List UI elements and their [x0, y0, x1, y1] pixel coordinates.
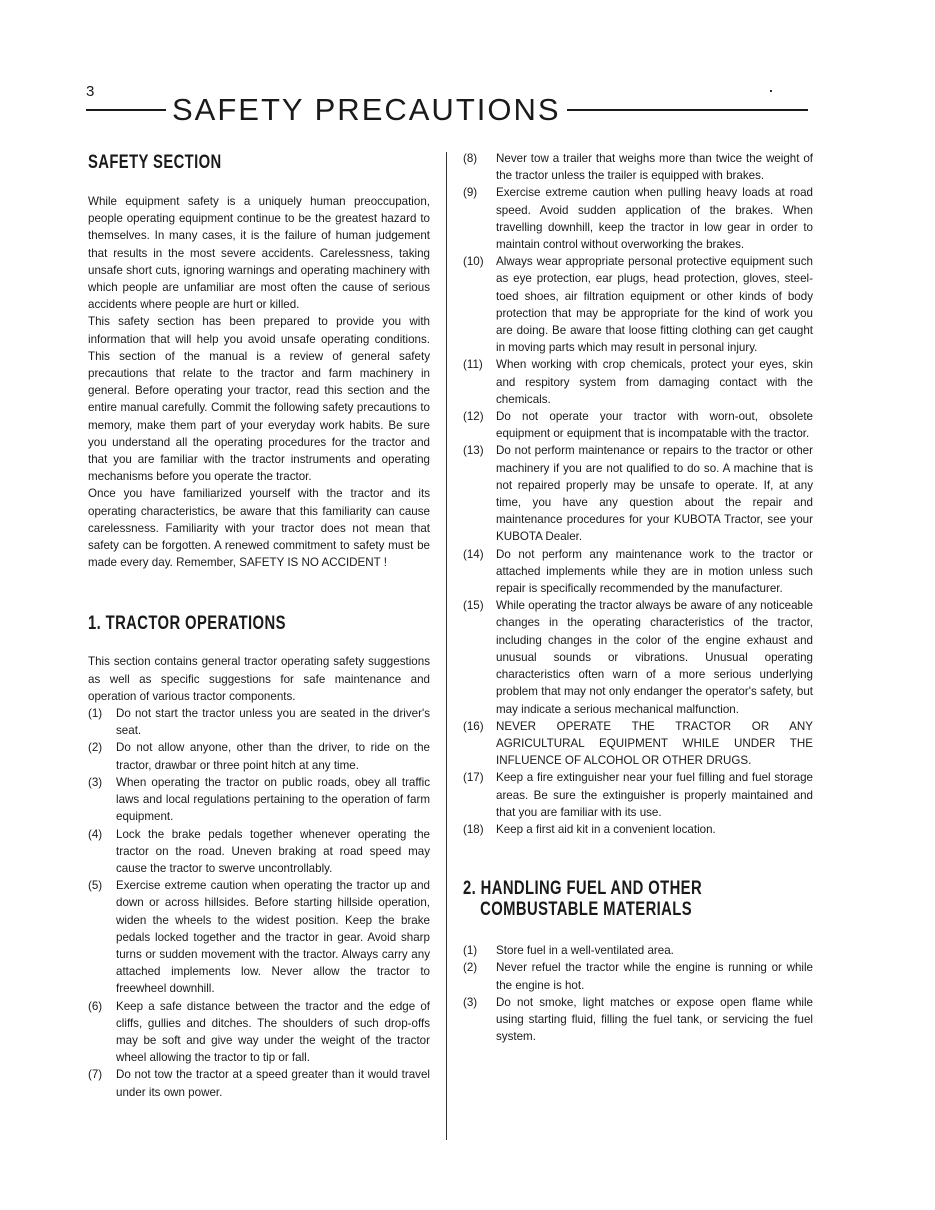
- list-item: [88, 826, 430, 878]
- header-rule-left: [86, 109, 166, 111]
- item-number: (16): [463, 719, 484, 733]
- fuel-section-heading: [463, 878, 736, 920]
- safety-paragraph: This safety section has been prepared to provide you with information that will help you avoid unsafe operating conditions. This section of the manual is a review of general safety precautions that relate to the tractor and farm machinery in general. Before operating your tractor, read this section and the entire manual carefully. Commit the following safety precautions to memory, make them part of your everyday work habits. Be sure you understand all the operating procedures for the tractor and that you are familiar with the tractor instruments and operating mechanisms before you operate the tractor.: [88, 315, 430, 484]
- list-item: [463, 546, 813, 598]
- item-text: Never refuel the tractor while the engine is running or while the engine is hot.: [496, 961, 813, 992]
- item-text: While operating the tractor always be aware of any noticeable changes in the operating characteristics of the tractor, including changes in the color of the engine exhaust and unusual sounds or vibrations. Unusual operating characteristics often warn of a more serious underlying problem that may not only endanger the operator's safety, but may indicate a serious mechanical malfunction.: [496, 599, 813, 716]
- item-text: NEVER OPERATE THE TRACTOR OR ANY AGRICULTURAL EQUIPMENT WHILE UNDER THE INFLUENCE OF ALCOHOL OR OTHER DRUGS.: [496, 719, 813, 768]
- item-text: Lock the brake pedals together whenever operating the tractor on the road. Uneven braking at road speed may cause the tractor to swerve uncontrollably.: [116, 827, 430, 875]
- list-item: [88, 774, 430, 826]
- item-number: (15): [463, 599, 484, 613]
- item-number: (17): [463, 771, 484, 785]
- item-text: Do not perform any maintenance work to the tractor or attached implements while they are in motion unless such repair is specifically recommended by the manufacturer.: [496, 547, 813, 596]
- fuel-heading-line2: COMBUSTABLE MATERIALS: [480, 899, 692, 921]
- list-item: [463, 942, 813, 959]
- item-text: Never tow a trailer that weighs more than twice the weight of the tractor unless the trailer is equipped with brakes.: [496, 152, 813, 183]
- item-number: (18): [463, 822, 484, 836]
- item-text: Do not start the tractor unless you are seated in the driver's seat.: [116, 707, 430, 738]
- list-item: [463, 150, 813, 184]
- item-number: (1): [463, 944, 478, 958]
- item-text: Exercise extreme caution when operating the tractor up and down or across hillsides. Before starting hillside operation, widen the wheels to the widest position. Keep the brake pedals locked together and the tractor in gear. Avoid sharp turns or sudden movement with the tractor. Always carry any attached implements low. Never allow the tractor to freewheel downhill.: [116, 879, 430, 996]
- item-text: Do not perform maintenance or repairs to the tractor or other machinery if you are not qualified to do so. A machine that is not repaired properly may be unsafe to operate. If, at any time, you have any question about the repair and maintenance procedures for your KUBOTA Tractor, see your KUBOTA Dealer.: [496, 444, 813, 544]
- list-item: [88, 998, 430, 1067]
- item-number: (14): [463, 547, 484, 561]
- item-text: Keep a first aid kit in a convenient location.: [496, 822, 716, 836]
- item-text: Do not operate your tractor with worn-out, obsolete equipment or equipment that is incompatable with the tractor.: [496, 410, 813, 441]
- safety-paragraph: Once you have familiarized yourself with the tractor and its operating characteristics, be aware that this familiarity can cause carelessness. Familiarity with your tractor does not mean that safety can be forgotten. A renewed commitment to safety must be made every day. Remember, SAFETY IS NO ACCIDENT !: [88, 487, 430, 570]
- safety-paragraph: While equipment safety is a uniquely human preoccupation, people operating equipment continue to be the greatest hazard to themselves. In many cases, it is the failure of human judgement that results in the most severe accidents. Carelessness, taking unsafe short cuts, ignoring warnings and operating machinery with which people are unfamiliar are most often the cause of serious accidents where people are hurt or killed.: [88, 195, 430, 312]
- item-number: (6): [88, 999, 103, 1013]
- item-text: When working with crop chemicals, protect your eyes, skin and respitory system from damaging contact with the chemicals.: [496, 358, 813, 406]
- column-divider: [446, 152, 447, 1140]
- item-number: (12): [463, 410, 484, 424]
- tractor-operations-intro: This section contains general tractor operating safety suggestions as well as specific suggestions for safe maintenance and operation of various tractor components.: [88, 655, 430, 703]
- page-number: 3: [86, 83, 95, 100]
- item-number: (8): [463, 152, 478, 165]
- list-item: [463, 821, 813, 838]
- item-number: (5): [88, 879, 103, 893]
- item-text: Store fuel in a well-ventilated area.: [496, 944, 674, 958]
- page-header: [86, 92, 808, 128]
- list-item: [463, 994, 813, 1046]
- item-number: (7): [88, 1068, 103, 1082]
- fuel-list: [463, 942, 813, 1045]
- fuel-heading-line1: 2. HANDLING FUEL AND OTHER: [463, 878, 703, 900]
- list-item: [463, 408, 813, 442]
- item-text: Do not allow anyone, other than the driver, to ride on the tractor, drawbar or three point hitch at any time.: [116, 741, 430, 772]
- list-item: [463, 597, 813, 717]
- list-item: [463, 959, 813, 993]
- item-number: (4): [88, 827, 103, 841]
- right-column: [463, 150, 813, 1045]
- item-text: Do not smoke, light matches or expose open flame while using starting fluid, filling the fuel tank, or servicing the fuel system.: [496, 995, 813, 1044]
- item-text: Exercise extreme caution when pulling heavy loads at road speed. Avoid sudden application of the brakes. When travelling downhill, keep the tractor in low gear in order to maintain control without overworking the brakes.: [496, 186, 813, 252]
- list-item: [463, 184, 813, 253]
- item-number: (1): [88, 707, 103, 721]
- item-number: (11): [463, 358, 483, 372]
- list-item: [463, 442, 813, 545]
- item-text: Do not tow the tractor at a speed greater than it would travel under its own power.: [116, 1068, 430, 1099]
- item-number: (3): [88, 775, 103, 789]
- item-text: Keep a fire extinguisher near your fuel filling and fuel storage areas. Be sure the extinguisher is properly maintained and that you are familiar with its use.: [496, 771, 813, 819]
- list-item: [463, 253, 813, 356]
- list-item: [463, 356, 813, 408]
- list-item: [88, 1066, 430, 1100]
- list-item: [463, 718, 813, 770]
- tractor-operations-list-right: [463, 150, 813, 838]
- item-text: When operating the tractor on public roads, obey all traffic laws and local regulations pertaining to the operation of farm equipment.: [116, 775, 430, 824]
- list-item: [88, 705, 430, 739]
- item-number: (10): [463, 255, 484, 269]
- item-number: (2): [463, 961, 478, 975]
- item-text: Always wear appropriate personal protective equipment such as eye protection, ear plugs, head protection, gloves, steel-toed shoes, air filtration equipment or other kinds of body protection that may be appropriate for the kind of work you are doing. Be aware that loose fitting clothing can get caught in moving parts which may result in personal injury.: [496, 255, 813, 355]
- page-title: SAFETY PRECAUTIONS: [172, 92, 561, 127]
- tractor-operations-heading: 1. TRACTOR OPERATIONS: [88, 613, 286, 635]
- list-item: [88, 877, 430, 997]
- item-number: (3): [463, 995, 478, 1009]
- safety-section-heading: SAFETY SECTION: [88, 152, 222, 173]
- left-column: [88, 150, 430, 1101]
- header-rule-right: [567, 109, 808, 111]
- list-item: [463, 769, 813, 821]
- item-number: (9): [463, 186, 478, 200]
- item-number: (2): [88, 741, 103, 755]
- item-number: (13): [463, 444, 484, 458]
- list-item: [88, 739, 430, 773]
- item-text: Keep a safe distance between the tractor and the edge of cliffs, gullies and ditches. The shoulders of such drop-offs may be soft and give way under the weight of the tractor wheel allowing the tractor to tip or fall.: [116, 999, 430, 1065]
- tractor-operations-list-left: [88, 705, 430, 1101]
